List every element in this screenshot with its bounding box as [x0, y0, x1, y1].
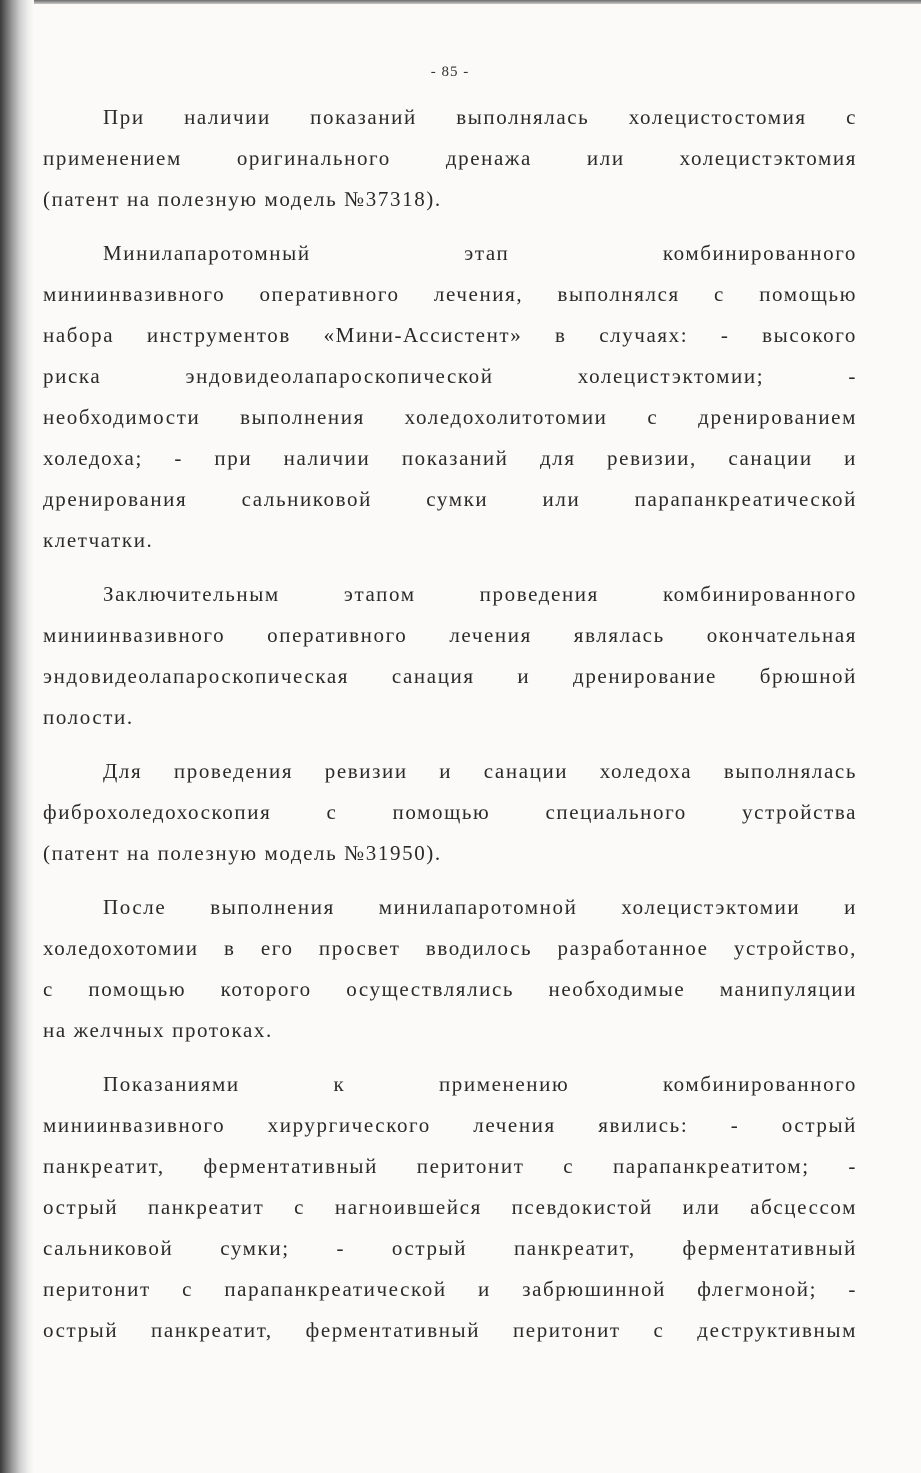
text-line: Показаниями к применению комбинированного [103, 1072, 857, 1096]
text-line: Для проведения ревизии и санации холедоха выполнялась [103, 759, 857, 783]
text-line: При наличии показаний выполнялась холецистостомия с [103, 105, 857, 129]
paragraph-3 [43, 574, 857, 738]
text-line: применением оригинального дренажа или холецистэктомия [43, 146, 857, 170]
text-line: полости. [43, 705, 134, 729]
text-line: клетчатки. [43, 528, 154, 552]
text-line: на желчных протоках. [43, 1018, 273, 1042]
text-line: острый панкреатит с нагноившейся псевдокистой или абсцессом [43, 1195, 857, 1219]
paragraph-4 [43, 751, 857, 874]
text-line: риска эндовидеолапароскопической холецистэктомии; - [43, 364, 857, 388]
paragraph-1 [43, 97, 857, 220]
text-line: (патент на полезную модель №31950). [43, 841, 442, 865]
paragraph-5 [43, 887, 857, 1051]
paragraph-2 [43, 233, 857, 561]
text-line: перитонит с парапанкреатической и забрюшинной флегмоной; - [43, 1277, 857, 1301]
text-line: (патент на полезную модель №37318). [43, 187, 442, 211]
text-line: После выполнения минилапаротомной холецистэктомии и [103, 895, 857, 919]
text-line: холедохотомии в его просвет вводилось разработанное устройство, [43, 936, 857, 960]
scan-top-edge [0, 0, 921, 4]
text-line: миниинвазивного хирургического лечения явились: - острый [43, 1113, 857, 1137]
text-line: Минилапаротомный этап комбинированного [103, 241, 857, 265]
document-body [43, 97, 857, 1364]
paragraph-6 [43, 1064, 857, 1351]
text-line: эндовидеолапароскопическая санация и дренирование брюшной [43, 664, 857, 688]
text-line: сальниковой сумки; - острый панкреатит, ферментативный [43, 1236, 857, 1260]
text-line: миниинвазивного оперативного лечения являлась окончательная [43, 623, 857, 647]
scan-left-edge [0, 0, 34, 1473]
text-line: с помощью которого осуществлялись необходимые манипуляции [43, 977, 857, 1001]
text-line: фиброхоледохоскопия с помощью специального устройства [43, 800, 857, 824]
text-line: набора инструментов «Мини-Ассистент» в случаях: - высокого [43, 323, 857, 347]
text-line: панкреатит, ферментативный перитонит с парапанкреатитом; - [43, 1154, 857, 1178]
text-line: миниинвазивного оперативного лечения, выполнялся с помощью [43, 282, 857, 306]
text-line: необходимости выполнения холедохолитотомии с дренированием [43, 405, 857, 429]
text-line: Заключительным этапом проведения комбинированного [103, 582, 857, 606]
text-line: дренирования сальниковой сумки или парапанкреатической [43, 487, 857, 511]
text-line: холедоха; - при наличии показаний для ревизии, санации и [43, 446, 857, 470]
page-number: - 85 - [430, 64, 470, 80]
text-line: острый панкреатит, ферментативный перитонит с деструктивным [43, 1318, 857, 1342]
